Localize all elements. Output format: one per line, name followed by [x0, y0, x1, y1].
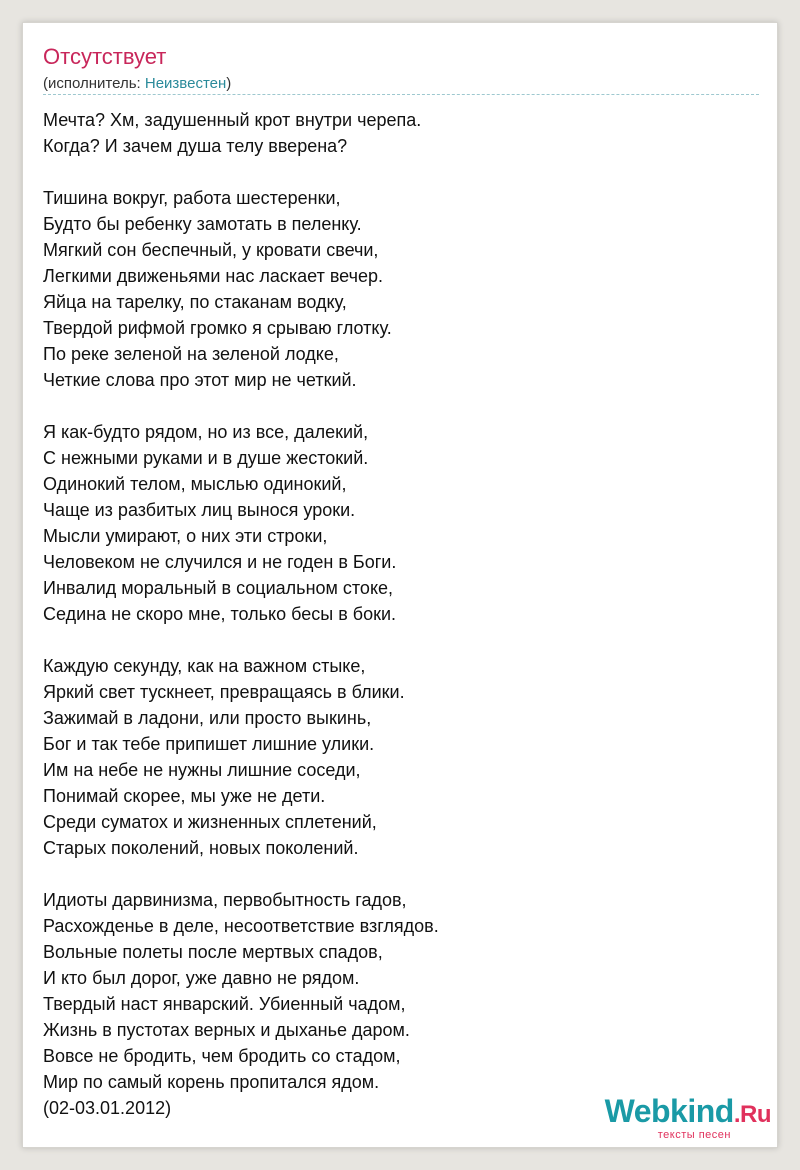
artist-suffix: )	[226, 75, 232, 92]
lyric-line: Идиоты дарвинизма, первобытность гадов,	[43, 890, 407, 910]
lyrics-card	[22, 22, 778, 1148]
stanza-gap	[43, 159, 439, 185]
lyric-line: Когда? И зачем душа телу вверена?	[43, 136, 348, 156]
lyric-line: Одинокий телом, мыслью одинокий,	[43, 474, 347, 494]
lyrics-body	[43, 107, 439, 1121]
lyric-line: Тишина вокруг, работа шестеренки,	[43, 188, 341, 208]
lyric-line: Понимай скорее, мы уже не дети.	[43, 786, 326, 806]
artist-link[interactable]: Неизвестен	[144, 75, 227, 92]
lyric-line: Мысли умирают, о них эти строки,	[43, 526, 328, 546]
stanza-gap	[43, 393, 439, 419]
lyric-line: Яркий свет тускнеет, превращаясь в блики.	[43, 682, 405, 702]
lyric-line: Инвалид моральный в социальном стоке,	[43, 578, 394, 598]
lyric-line: Мир по самый корень пропитался ядом.	[43, 1072, 380, 1092]
lyric-line: Яйца на тарелку, по стаканам водку,	[43, 292, 347, 312]
lyric-line: Среди суматох и жизненных сплетений,	[43, 812, 377, 832]
lyric-line: Твердый наст январский. Убиенный чадом,	[43, 994, 406, 1014]
lyric-line: Старых поколений, новых поколений.	[43, 838, 359, 858]
lyric-line: Жизнь в пустотах верных и дыханье даром.	[43, 1020, 410, 1040]
lyric-line: И кто был дорог, уже давно не рядом.	[43, 968, 360, 988]
artist-line	[43, 74, 231, 94]
song-title: Отсутствует	[43, 44, 167, 69]
logo-tld: .Ru	[733, 1101, 771, 1128]
lyric-line: Расхожденье в деле, несоответствие взглядов.	[43, 916, 439, 936]
lyric-line: Четкие слова про этот мир не четкий.	[43, 370, 357, 390]
lyric-line: Мягкий сон беспечный, у кровати свечи,	[43, 240, 379, 260]
lyric-line: Зажимай в ладони, или просто выкинь,	[43, 708, 372, 728]
lyric-line: Я как-будто рядом, но из все, далекий,	[43, 422, 369, 442]
logo-tagline: тексты песен	[657, 1129, 731, 1141]
lyric-line: Чаще из разбитых лиц вынося уроки.	[43, 500, 356, 520]
logo-name: Webkind	[604, 1093, 734, 1129]
lyric-line: По реке зеленой на зеленой лодке,	[43, 344, 339, 364]
site-logo[interactable]	[605, 1095, 771, 1141]
lyric-line: Им на небе не нужны лишние соседи,	[43, 760, 361, 780]
lyric-line: Вольные полеты после мертвых спадов,	[43, 942, 383, 962]
lyric-line: Твердой рифмой громко я срываю глотку.	[43, 318, 392, 338]
lyric-line: Седина не скоро мне, только бесы в боки.	[43, 604, 397, 624]
lyric-line: Каждую секунду, как на важном стыке,	[43, 656, 366, 676]
lyric-line: Человеком не случился и не годен в Боги.	[43, 552, 397, 572]
lyric-line: С нежными руками и в душе жестокий.	[43, 448, 369, 468]
lyric-line: Будто бы ребенку замотать в пеленку.	[43, 214, 362, 234]
divider	[43, 94, 759, 95]
stanza-gap	[43, 861, 439, 887]
logo-wordmark	[605, 1095, 771, 1131]
lyric-line: Легкими движеньями нас ласкает вечер.	[43, 266, 383, 286]
stanza-gap	[43, 627, 439, 653]
lyric-line: Мечта? Хм, задушенный крот внутри черепа.	[43, 110, 422, 130]
artist-prefix: (исполнитель:	[43, 75, 145, 92]
lyric-line: (02-03.01.2012)	[43, 1098, 172, 1118]
lyric-line: Вовсе не бродить, чем бродить со стадом,	[43, 1046, 401, 1066]
lyric-line: Бог и так тебе припишет лишние улики.	[43, 734, 375, 754]
